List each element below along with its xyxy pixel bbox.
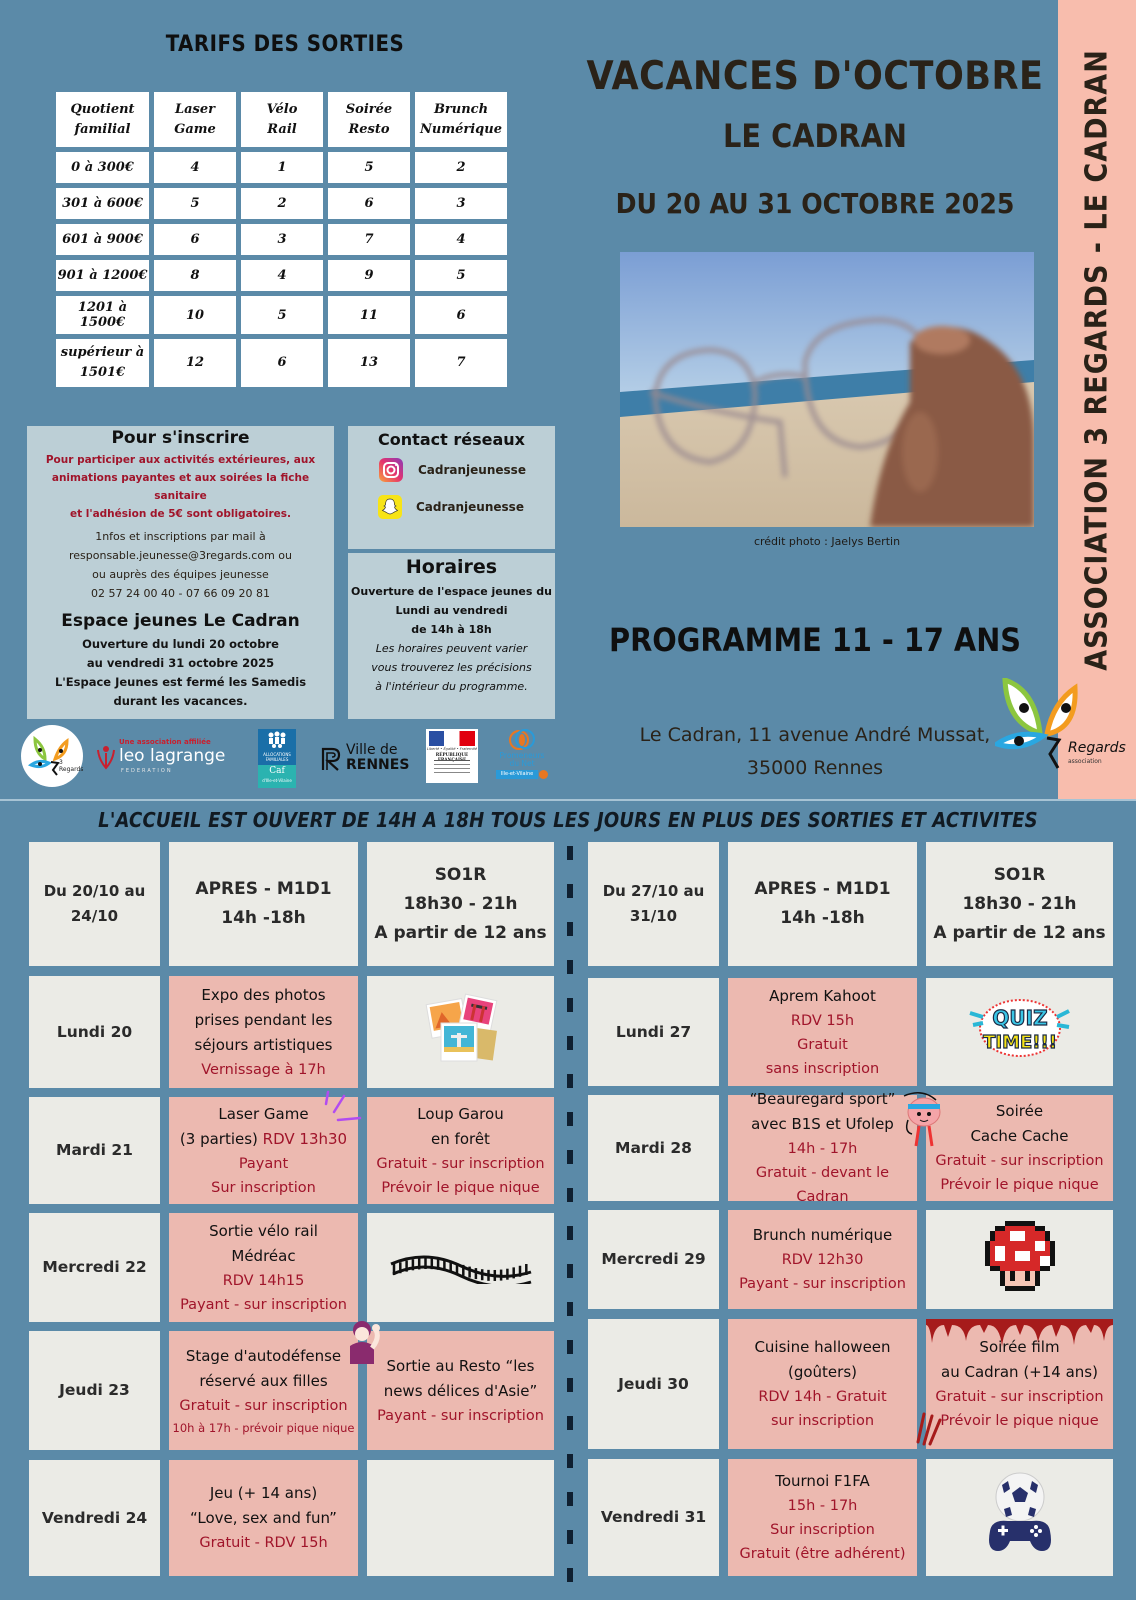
activity-detail: Payant - sur inscription bbox=[739, 1276, 906, 1292]
price-cell: 5 bbox=[241, 296, 323, 334]
period-line: 24/10 bbox=[70, 907, 119, 925]
week-divider-dash bbox=[567, 1264, 573, 1278]
claw-scratch-icon bbox=[914, 1410, 944, 1450]
logo-ville-de-rennes bbox=[320, 742, 416, 776]
rf-name: RÉPUBLIQUE bbox=[435, 752, 469, 757]
activity-evening bbox=[926, 978, 1113, 1086]
activity-detail: 14h - 17h bbox=[787, 1141, 858, 1157]
activity-title: Soirée bbox=[995, 1102, 1044, 1120]
logo-regards-text: Regards bbox=[1068, 740, 1126, 756]
qf-cell: 301 à 600€ bbox=[56, 188, 149, 219]
instagram-row[interactable] bbox=[378, 457, 555, 483]
day-label: Mercredi 29 bbox=[588, 1210, 719, 1309]
programme-title: PROGRAMME 11 - 17 ANS bbox=[608, 621, 1022, 659]
week-divider-dash bbox=[567, 1074, 573, 1088]
main-title: VACANCES D'OCTOBRE bbox=[586, 54, 1044, 99]
header-brunch bbox=[415, 92, 507, 147]
espace-info bbox=[27, 635, 334, 711]
soir-header bbox=[367, 842, 554, 966]
price-cell: 13 bbox=[328, 339, 410, 387]
price-cell: 2 bbox=[415, 152, 507, 183]
header-text: Soirée bbox=[345, 101, 393, 117]
horaires-info bbox=[348, 582, 555, 639]
header-text: Quotient bbox=[70, 101, 135, 117]
strong-woman-icon bbox=[344, 1318, 384, 1372]
logo-republique-francaise bbox=[426, 729, 478, 783]
qf-cell bbox=[56, 339, 149, 387]
qf-cell: 901 à 1200€ bbox=[56, 260, 149, 291]
day-label: Vendredi 24 bbox=[29, 1460, 160, 1576]
week-divider-dash bbox=[567, 1036, 573, 1050]
price-cell: 6 bbox=[154, 224, 236, 255]
week-divider-dash bbox=[567, 1416, 573, 1430]
table-row bbox=[56, 224, 507, 255]
promeneurs-l2: du Net bbox=[509, 759, 535, 768]
activity-afternoon[interactable] bbox=[728, 978, 917, 1086]
price-cell: 9 bbox=[328, 260, 410, 291]
activity-detail: Gratuit (être adhérent) bbox=[739, 1546, 906, 1562]
price-cell: 2 bbox=[241, 188, 323, 219]
week-divider-dash bbox=[567, 1340, 573, 1354]
contact-title: Contact réseaux bbox=[378, 430, 525, 449]
activity-detail: Prévoir le pique nique bbox=[940, 1177, 1099, 1193]
apres-midi-header bbox=[169, 842, 358, 966]
activity-afternoon[interactable] bbox=[169, 1213, 358, 1322]
info-line: ou auprès des équipes jeunesse bbox=[92, 568, 269, 581]
horaires-title: Horaires bbox=[405, 556, 498, 578]
quiz-time-icon bbox=[965, 993, 1075, 1071]
rennes-line2: RENNES bbox=[346, 757, 410, 773]
logo-association-text: association bbox=[1068, 758, 1102, 765]
caf-sub: d'Ille-et-Vilaine bbox=[262, 778, 292, 783]
activity-evening bbox=[367, 976, 554, 1088]
week-divider-dash bbox=[567, 1454, 573, 1468]
apres-midi-line: APRES - M1D1 bbox=[195, 879, 332, 899]
table-row bbox=[56, 296, 507, 334]
speech-bubbles-icon bbox=[508, 728, 536, 752]
contact-box bbox=[348, 426, 555, 549]
logo-leo-lagrange bbox=[95, 738, 235, 778]
activity-evening bbox=[367, 1213, 554, 1322]
activity-title: Sortie vélo rail bbox=[209, 1221, 318, 1240]
tarifs-table bbox=[51, 87, 512, 392]
soir-line: A partir de 12 ans bbox=[374, 922, 547, 943]
qf-text: 1501€ bbox=[79, 365, 126, 380]
rennes-r-icon bbox=[320, 746, 342, 772]
activity-detail: Gratuit - sur inscription bbox=[935, 1153, 1104, 1169]
section-divider bbox=[0, 799, 1136, 801]
logo-promeneurs-du-net bbox=[494, 728, 550, 786]
activity-detail: Payant - sur inscription bbox=[377, 1407, 544, 1424]
instagram-handle[interactable]: Cadranjeunesse bbox=[418, 463, 526, 477]
activity-detail: RDV 14h - Gratuit bbox=[758, 1389, 887, 1405]
price-cell: 3 bbox=[415, 188, 507, 219]
3-regards-eyes-icon bbox=[21, 725, 83, 787]
activity-title: news délices d'Asie” bbox=[383, 1381, 538, 1400]
day-label: Mercredi 22 bbox=[29, 1213, 160, 1322]
3-regards-large-eyes-icon bbox=[995, 678, 1125, 788]
price-cell: 4 bbox=[415, 224, 507, 255]
activity-detail: Payant - sur inscription bbox=[180, 1296, 347, 1313]
instagram-icon bbox=[378, 457, 404, 483]
rennes-line1: Ville de bbox=[346, 742, 398, 758]
day-label: Vendredi 31 bbox=[588, 1459, 719, 1576]
beach-glasses-photo bbox=[620, 252, 1034, 527]
address-line1: Le Cadran, 11 avenue André Mussat, bbox=[639, 724, 991, 746]
week-divider-dash bbox=[567, 1378, 573, 1392]
header-text: Resto bbox=[348, 121, 390, 137]
table-row bbox=[56, 188, 507, 219]
week-divider-dash bbox=[567, 884, 573, 898]
header-text: Numérique bbox=[420, 121, 502, 137]
qf-cell: 1201 à 1500€ bbox=[56, 296, 149, 334]
price-cell: 11 bbox=[328, 296, 410, 334]
activity-title: Soirée film bbox=[979, 1338, 1060, 1356]
activity-detail: Payant bbox=[238, 1155, 289, 1172]
activity-title: au Cadran (+14 ans) bbox=[941, 1363, 1098, 1381]
promeneurs-l1: Promeneurs bbox=[499, 751, 545, 760]
activity-title: Stage d'autodéfense bbox=[185, 1346, 342, 1365]
price-cell: 10 bbox=[154, 296, 236, 334]
activity-afternoon[interactable] bbox=[728, 1459, 917, 1576]
activity-afternoon[interactable] bbox=[169, 1460, 358, 1576]
rf-line bbox=[434, 760, 470, 761]
activity-detail: RDV 14h15 bbox=[222, 1272, 305, 1289]
day-label: Lundi 27 bbox=[588, 978, 719, 1086]
activity-evening[interactable] bbox=[367, 1331, 554, 1450]
activity-detail: Gratuit - sur inscription bbox=[376, 1155, 545, 1172]
espace-title: Espace jeunes Le Cadran bbox=[61, 611, 300, 631]
period-header bbox=[588, 842, 719, 966]
header-text: Brunch bbox=[433, 101, 489, 117]
leo-name: leo lagrange bbox=[119, 746, 226, 766]
activity-title: Aprem Kahoot bbox=[769, 986, 876, 1005]
week-divider-dash bbox=[567, 1150, 573, 1164]
apres-midi-line: 14h -18h bbox=[221, 908, 306, 928]
activity-time: RDV 13h30 bbox=[262, 1129, 348, 1148]
warning-line: et l'adhésion de 5€ sont obligatoires. bbox=[69, 508, 292, 520]
espace-line: L'Espace Jeunes est fermé les Samedis bbox=[54, 675, 307, 689]
activity-detail: Sur inscription bbox=[211, 1179, 316, 1196]
header-laser bbox=[154, 92, 236, 147]
inscription-info bbox=[27, 527, 334, 603]
accueil-banner: L'ACCUEIL EST OUVERT DE 14H A 18H TOUS LES JOURS EN PLUS DES SORTIES ET ACTIVITES bbox=[98, 808, 1038, 832]
email-link[interactable]: responsable.jeunesse@3regards.com ou bbox=[68, 549, 292, 562]
activity-title: prises pendant les bbox=[194, 1010, 333, 1029]
activity-title-part: (3 parties) bbox=[179, 1129, 263, 1148]
photos-icon bbox=[421, 991, 501, 1074]
table-row bbox=[56, 152, 507, 183]
address-line2: 35000 Rennes bbox=[746, 757, 884, 779]
activity-title: Cuisine halloween bbox=[754, 1338, 891, 1356]
week-divider-dash bbox=[567, 1492, 573, 1506]
logo-3-regards-small bbox=[21, 725, 83, 787]
activity-detail: Gratuit - sur inscription bbox=[935, 1389, 1104, 1405]
price-cell: 6 bbox=[241, 339, 323, 387]
price-cell: 6 bbox=[328, 188, 410, 219]
activity-afternoon[interactable] bbox=[728, 1319, 917, 1449]
price-cell: 8 bbox=[154, 260, 236, 291]
header-text: familial bbox=[74, 121, 131, 137]
header-text: Rail bbox=[267, 121, 297, 137]
price-cell: 7 bbox=[415, 339, 507, 387]
apres-midi-header bbox=[728, 842, 917, 966]
price-cell: 5 bbox=[154, 188, 236, 219]
activity-title: Brunch numérique bbox=[752, 1226, 893, 1244]
activity-detail: sans inscription bbox=[765, 1060, 880, 1077]
quiz-text-1: QUIZ bbox=[991, 1006, 1048, 1030]
price-cell: 5 bbox=[328, 152, 410, 183]
caf-family-icon bbox=[265, 731, 289, 751]
week-divider-dash bbox=[567, 960, 573, 974]
activity-evening bbox=[926, 1210, 1113, 1309]
week-divider-dash bbox=[567, 1188, 573, 1202]
activity-title: Expo des photos bbox=[201, 985, 326, 1004]
caf-top: ALLOCATIONS FAMILIALES bbox=[263, 752, 291, 762]
apres-midi-line: 14h -18h bbox=[780, 908, 865, 928]
main-place: LE CADRAN bbox=[723, 117, 907, 155]
soir-line: 18h30 - 21h bbox=[403, 893, 518, 914]
espace-line: durant les vacances. bbox=[113, 694, 248, 708]
activity-detail: Gratuit bbox=[797, 1036, 848, 1053]
activity-title: avec B1S et Ufolep bbox=[751, 1115, 894, 1133]
rf-line bbox=[434, 768, 470, 769]
header-text: Laser bbox=[174, 101, 215, 117]
period-line: Du 27/10 au bbox=[602, 882, 705, 900]
week-divider-dash bbox=[567, 1226, 573, 1240]
activity-title: Laser Game bbox=[218, 1104, 309, 1123]
activity-afternoon[interactable] bbox=[728, 1090, 917, 1205]
price-cell: 4 bbox=[154, 152, 236, 183]
leo-lagrange-figure-icon bbox=[95, 744, 117, 770]
activity-evening bbox=[926, 1459, 1113, 1576]
day-label: Mardi 28 bbox=[588, 1095, 719, 1201]
banner-text: ASSOCIATION 3 REGARDS - LE CADRAN bbox=[1079, 49, 1115, 671]
horaires-note-line: Les horaires peuvent varier bbox=[375, 642, 528, 655]
activity-title: “Love, sex and fun” bbox=[190, 1509, 337, 1527]
week-divider-dash bbox=[567, 1530, 573, 1544]
quiz-text-2: TIME!!! bbox=[982, 1032, 1057, 1053]
rf-line bbox=[434, 764, 470, 765]
espace-line: Ouverture du lundi 20 octobre bbox=[82, 637, 279, 651]
soir-line: SO1R bbox=[434, 864, 487, 885]
apres-midi-line: APRES - M1D1 bbox=[754, 879, 891, 899]
activity-note: 10h à 17h - prévoir pique nique bbox=[172, 1420, 355, 1435]
header-text: Vélo bbox=[266, 101, 298, 117]
price-cell: 7 bbox=[328, 224, 410, 255]
main-dates: DU 20 AU 31 OCTOBRE 2025 bbox=[615, 187, 1015, 220]
inscription-title: Pour s'inscrire bbox=[111, 428, 250, 448]
inscription-box bbox=[27, 426, 334, 719]
tarifs-title: TARIFS DES SORTIES bbox=[165, 32, 405, 57]
horaires-note-line: vous trouverez les précisions bbox=[371, 661, 532, 674]
activity-evening[interactable] bbox=[926, 1095, 1113, 1201]
horaires-line: de 14h à 18h bbox=[411, 623, 492, 636]
info-line: 1nfos et inscriptions par mail à bbox=[95, 530, 266, 543]
activity-title: Cache Cache bbox=[970, 1127, 1069, 1145]
photo-credit: crédit photo : Jaelys Bertin bbox=[753, 535, 901, 548]
activity-title: en forêt bbox=[431, 1129, 490, 1148]
price-cell: 12 bbox=[154, 339, 236, 387]
period-header bbox=[29, 842, 160, 966]
inscription-warning bbox=[27, 451, 334, 523]
activity-title: réservé aux filles bbox=[199, 1371, 328, 1390]
week-divider-dash bbox=[567, 1302, 573, 1316]
warning-line: Pour participer aux activités extérieures, aux bbox=[45, 454, 316, 466]
soir-header bbox=[926, 842, 1113, 966]
activity-detail: Prévoir le pique nique bbox=[381, 1179, 540, 1196]
period-line: Du 20/10 au bbox=[43, 882, 146, 900]
blood-drips-icon bbox=[926, 1319, 1113, 1353]
price-cell: 4 bbox=[241, 260, 323, 291]
brain-sport-icon bbox=[902, 1090, 944, 1156]
activity-title: Jeu (+ 14 ans) bbox=[209, 1484, 318, 1502]
horaires-line: Ouverture de l'espace jeunes du bbox=[351, 585, 552, 598]
activity-detail: sur inscription bbox=[770, 1413, 875, 1429]
tarifs-header-row bbox=[56, 92, 507, 147]
activity-title: séjours artistiques bbox=[194, 1035, 333, 1054]
price-cell: 1 bbox=[241, 152, 323, 183]
activity-detail: RDV 12h30 bbox=[781, 1252, 864, 1268]
leo-tagline: Une association affiliée bbox=[119, 738, 211, 746]
promeneurs-l3: Ille-et-Vilaine bbox=[496, 770, 538, 779]
period-line: 31/10 bbox=[629, 907, 678, 925]
price-cell: 3 bbox=[241, 224, 323, 255]
rail-track-icon bbox=[386, 1244, 536, 1292]
activity-title: Tournoi F1FA bbox=[775, 1472, 870, 1490]
leo-federation: FEDERATION bbox=[121, 768, 173, 774]
soir-line: A partir de 12 ans bbox=[933, 922, 1106, 943]
activity-detail: Sur inscription bbox=[770, 1522, 875, 1538]
activity-detail: Vernissage à 17h bbox=[201, 1061, 326, 1078]
horaires-line: Lundi au vendredi bbox=[395, 604, 508, 617]
activity-detail: Gratuit - RDV 15h bbox=[199, 1535, 328, 1551]
activity-afternoon[interactable] bbox=[169, 1331, 358, 1450]
snapchat-handle[interactable]: Cadranjeunesse bbox=[416, 500, 524, 514]
cover-photo bbox=[620, 252, 1034, 527]
price-cell: 5 bbox=[415, 260, 507, 291]
promeneurs-dot bbox=[539, 770, 548, 779]
header-text: Game bbox=[174, 121, 216, 137]
activity-title: Sortie au Resto “les bbox=[386, 1356, 535, 1375]
phone-numbers[interactable]: 02 57 24 00 40 - 07 66 09 20 81 bbox=[91, 587, 270, 600]
activity-detail: Gratuit - sur inscription bbox=[179, 1397, 348, 1414]
header-quotient bbox=[56, 92, 149, 147]
snapchat-icon bbox=[378, 495, 402, 519]
logo-caf bbox=[258, 729, 296, 788]
week-divider-dash bbox=[567, 1112, 573, 1126]
activity-detail: Prévoir le pique nique bbox=[940, 1413, 1099, 1429]
caf-name: Caf bbox=[269, 766, 285, 776]
day-label: Lundi 20 bbox=[29, 976, 160, 1088]
table-row bbox=[56, 339, 507, 387]
week-divider-dash bbox=[567, 998, 573, 1012]
day-label: Mardi 21 bbox=[29, 1097, 160, 1204]
rf-line bbox=[434, 772, 470, 773]
qf-text: supérieur à bbox=[60, 345, 145, 360]
rf-motto: Liberté • Égalité • Fraternité bbox=[426, 747, 478, 751]
soccer-gamepad-icon bbox=[980, 1469, 1060, 1567]
activity-evening bbox=[367, 1460, 554, 1576]
warning-line: animations payantes et aux soirées la fiche sanitaire bbox=[51, 472, 310, 502]
header-velo bbox=[241, 92, 323, 147]
activity-detail: RDV 15h bbox=[790, 1012, 855, 1029]
horaires-note-line: à l'intérieur du programme. bbox=[375, 680, 528, 693]
day-label: Jeudi 23 bbox=[29, 1331, 160, 1450]
price-cell: 6 bbox=[415, 296, 507, 334]
week-divider-dash bbox=[567, 846, 573, 860]
qf-cell: 0 à 300€ bbox=[56, 152, 149, 183]
day-label: Jeudi 30 bbox=[588, 1319, 719, 1449]
horaires-note bbox=[348, 639, 555, 696]
soir-line: 18h30 - 21h bbox=[962, 893, 1077, 914]
logo-3-regards-text: 3 Regards bbox=[59, 759, 84, 773]
espace-line: au vendredi 31 octobre 2025 bbox=[86, 656, 275, 670]
horaires-box bbox=[348, 553, 555, 719]
laser-sparks-icon bbox=[320, 1090, 364, 1134]
activity-evening[interactable] bbox=[367, 1097, 554, 1204]
week-divider-dash bbox=[567, 1568, 573, 1582]
activity-afternoon[interactable] bbox=[728, 1210, 917, 1309]
logo-3-regards-large bbox=[995, 678, 1125, 788]
header-soiree bbox=[328, 92, 410, 147]
activity-title: Loup Garou bbox=[417, 1104, 504, 1123]
activity-title: (goûters) bbox=[787, 1363, 857, 1381]
activity-title: “Beauregard sport” bbox=[749, 1090, 896, 1108]
activity-detail: 15h - 17h bbox=[787, 1498, 858, 1514]
rf-flag bbox=[429, 731, 475, 746]
qf-cell: 601 à 900€ bbox=[56, 224, 149, 255]
soir-line: SO1R bbox=[993, 864, 1046, 885]
mushroom-icon bbox=[980, 1220, 1060, 1300]
activity-afternoon[interactable] bbox=[169, 976, 358, 1088]
week-divider-dash bbox=[567, 922, 573, 936]
table-row bbox=[56, 260, 507, 291]
snapchat-row[interactable] bbox=[378, 495, 555, 519]
activity-title: Médréac bbox=[231, 1246, 296, 1265]
activity-detail: Gratuit - devant le Cadran bbox=[755, 1165, 890, 1205]
